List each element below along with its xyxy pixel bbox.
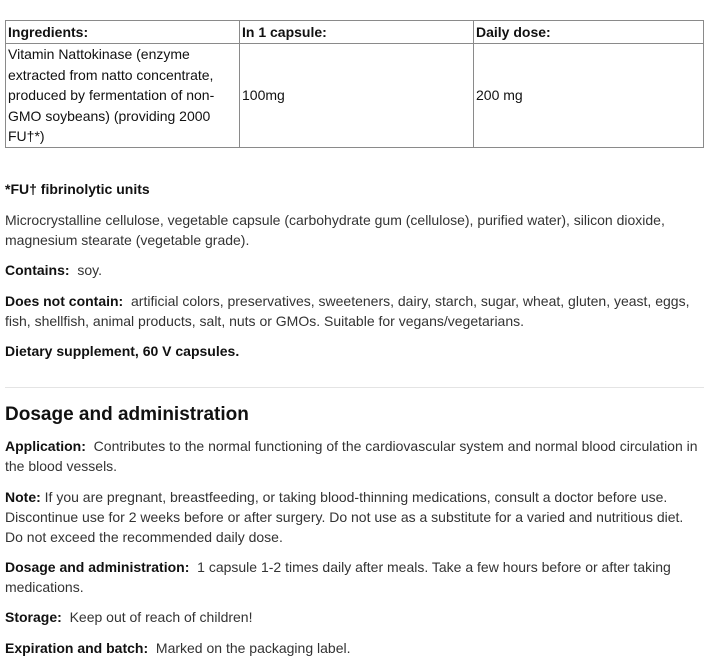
- application-text: Contributes to the normal functioning of the cardiovascular system and normal blood circulation in the blood vessels.: [5, 438, 698, 474]
- storage-text: Keep out of reach of children!: [69, 609, 253, 625]
- contains-text: soy.: [77, 262, 102, 278]
- table-row: [6, 44, 704, 148]
- table-header-row: [6, 21, 704, 44]
- section-divider: [5, 387, 704, 388]
- contains-line: [5, 260, 704, 280]
- expiration-text: Marked on the packaging label.: [155, 640, 351, 656]
- application-line: [5, 436, 704, 476]
- does-not-contain-label: Does not contain:: [5, 293, 124, 309]
- note-text: If you are pregnant, breastfeeding, or taking blood-thinning medications, consult a doctor before use. Discontinue use for 2 weeks before or after surgery. Do not use as a substitute for a varied and nutritious diet. Do not exceed the recommended daily dose.: [5, 489, 684, 545]
- dosage-text: 1 capsule 1-2 times daily after meals. Take a few hours before or after taking medications.: [5, 559, 671, 595]
- dosage-label: Dosage and administration:: [5, 559, 190, 575]
- header-ingredients: Ingredients:: [6, 21, 240, 44]
- expiration-line: [5, 638, 704, 658]
- other-ingredients: Microcrystalline cellulose, vegetable capsule (carbohydrate gum (cellulose), purified water), silicon dioxide, magnesium stearate (vegetable grade).: [5, 212, 665, 248]
- cell-per-capsule: 100mg: [240, 44, 474, 148]
- application-label: Application:: [5, 438, 86, 454]
- supplement-text: Dietary supplement, 60 V capsules.: [5, 343, 240, 359]
- expiration-label: Expiration and batch:: [5, 640, 149, 656]
- supplement-line: [5, 341, 704, 361]
- footnote: [5, 179, 704, 199]
- storage-line: [5, 607, 704, 627]
- header-per-capsule: In 1 capsule:: [240, 21, 474, 44]
- note-line: [5, 487, 704, 547]
- does-not-contain-text: artificial colors, preservatives, sweeteners, dairy, starch, sugar, wheat, gluten, yeast, eggs, fish, shellfish, animal products, salt, nuts or GMOs. Suitable for vegans/vegetarians.: [5, 293, 690, 329]
- dosage-line: [5, 557, 704, 597]
- header-daily-dose: Daily dose:: [474, 21, 704, 44]
- footnote-text: *FU† fibrinolytic units: [5, 181, 150, 197]
- cell-daily-dose: 200 mg: [474, 44, 704, 148]
- ingredients-table: [5, 20, 704, 148]
- cell-ingredient: Vitamin Nattokinase (enzyme extracted from natto concentrate, produced by fermentation of non-GMO soybeans) (providing 2000 FU†*): [6, 44, 240, 148]
- does-not-contain-line: [5, 291, 704, 331]
- storage-label: Storage:: [5, 609, 62, 625]
- note-label: Note:: [5, 489, 41, 505]
- contains-label: Contains:: [5, 262, 70, 278]
- section-title: Dosage and administration: [5, 404, 249, 425]
